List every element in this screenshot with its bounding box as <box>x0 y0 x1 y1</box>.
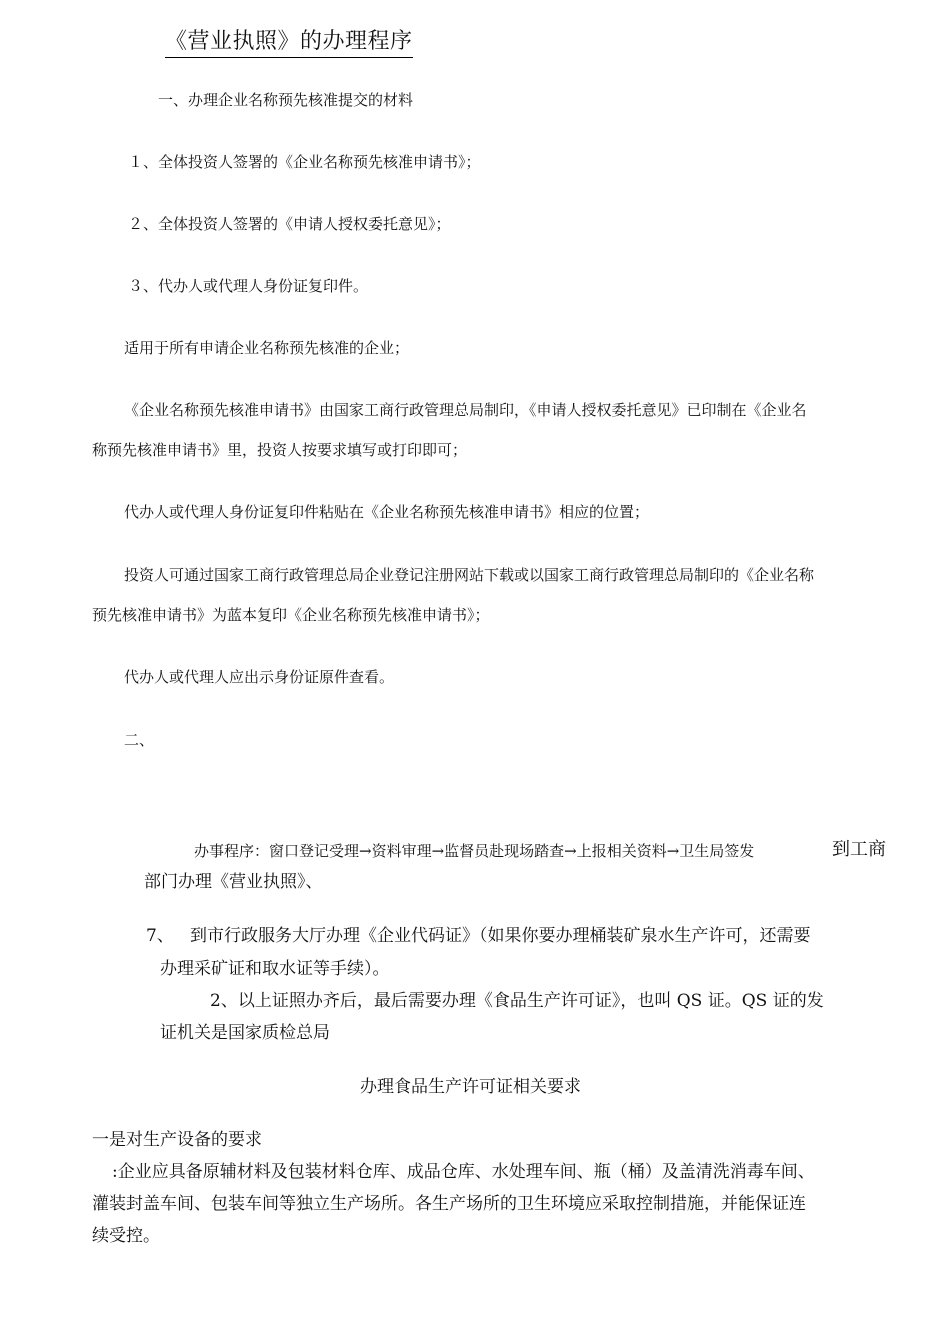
requirement-line1: :企业应具备原辅材料及包装材料仓库、成品仓库、水处理车间、瓶（桶）及盖清洗消毒车间、 <box>112 1162 815 1182</box>
item2-line1: 2、以上证照办齐后，最后需要办理《食品生产许可证》，也叫 QS 证。QS 证的发 <box>210 991 824 1011</box>
requirement-heading: 一是对生产设备的要求 <box>92 1130 262 1150</box>
note-download-line2: 预先核准申请书》为蓝本复印《企业名称预先核准申请书》； <box>92 606 490 624</box>
note-forms-line2: 称预先核准申请书》里，投资人按要求填写或打印即可； <box>92 441 468 459</box>
item7-number: 7、 <box>146 926 174 946</box>
requirement-line3: 续受控。 <box>92 1226 160 1246</box>
section-subtitle: 办理食品生产许可证相关要求 <box>360 1077 581 1097</box>
item7-line2: 办理采矿证和取水证等手续）。 <box>160 959 390 979</box>
list-item: １、全体投资人签署的《企业名称预先核准申请书》； <box>128 153 481 171</box>
item7-line1: 到市行政服务大厅办理《企业代码证》（如果你要办理桶装矿泉水生产许可，还需要 <box>190 926 811 946</box>
requirement-line2: 灌装封盖车间、包装车间等独立生产场所。各生产场所的卫生环境应采取控制措施，并能保证连 <box>92 1194 806 1214</box>
note-idcopy: 代办人或代理人身份证复印件粘贴在《企业名称预先核准申请书》相应的位置； <box>124 503 650 521</box>
page-title: 《营业执照》的办理程序 <box>165 24 413 58</box>
procedure-line1-end: 到工商 <box>832 839 886 860</box>
section1-heading: 一、办理企业名称预先核准提交的材料 <box>158 91 414 109</box>
note-download-line1: 投资人可通过国家工商行政管理总局企业登记注册网站下载或以国家工商行政管理总局制印的《企业名称 <box>124 566 815 584</box>
section2-heading: 二、 <box>124 731 155 749</box>
item2-line2: 证机关是国家质检总局 <box>160 1023 330 1043</box>
note-applicable: 适用于所有申请企业名称预先核准的企业； <box>124 339 410 357</box>
procedure-line1: 办事程序：窗口登记受理→资料审理→监督员赴现场踏查→上报相关资料→卫生局签发 <box>194 842 755 860</box>
list-item: ３、代办人或代理人身份证复印件。 <box>128 277 369 295</box>
list-item: ２、全体投资人签署的《申请人授权委托意见》； <box>128 215 451 233</box>
note-original: 代办人或代理人应出示身份证原件查看。 <box>124 668 395 686</box>
procedure-line2: 部门办理《营业执照》、 <box>144 872 323 892</box>
note-forms-line1: 《企业名称预先核准申请书》由国家工商行政管理总局制印，《申请人授权委托意见》已印制在《企业名 <box>124 401 807 419</box>
